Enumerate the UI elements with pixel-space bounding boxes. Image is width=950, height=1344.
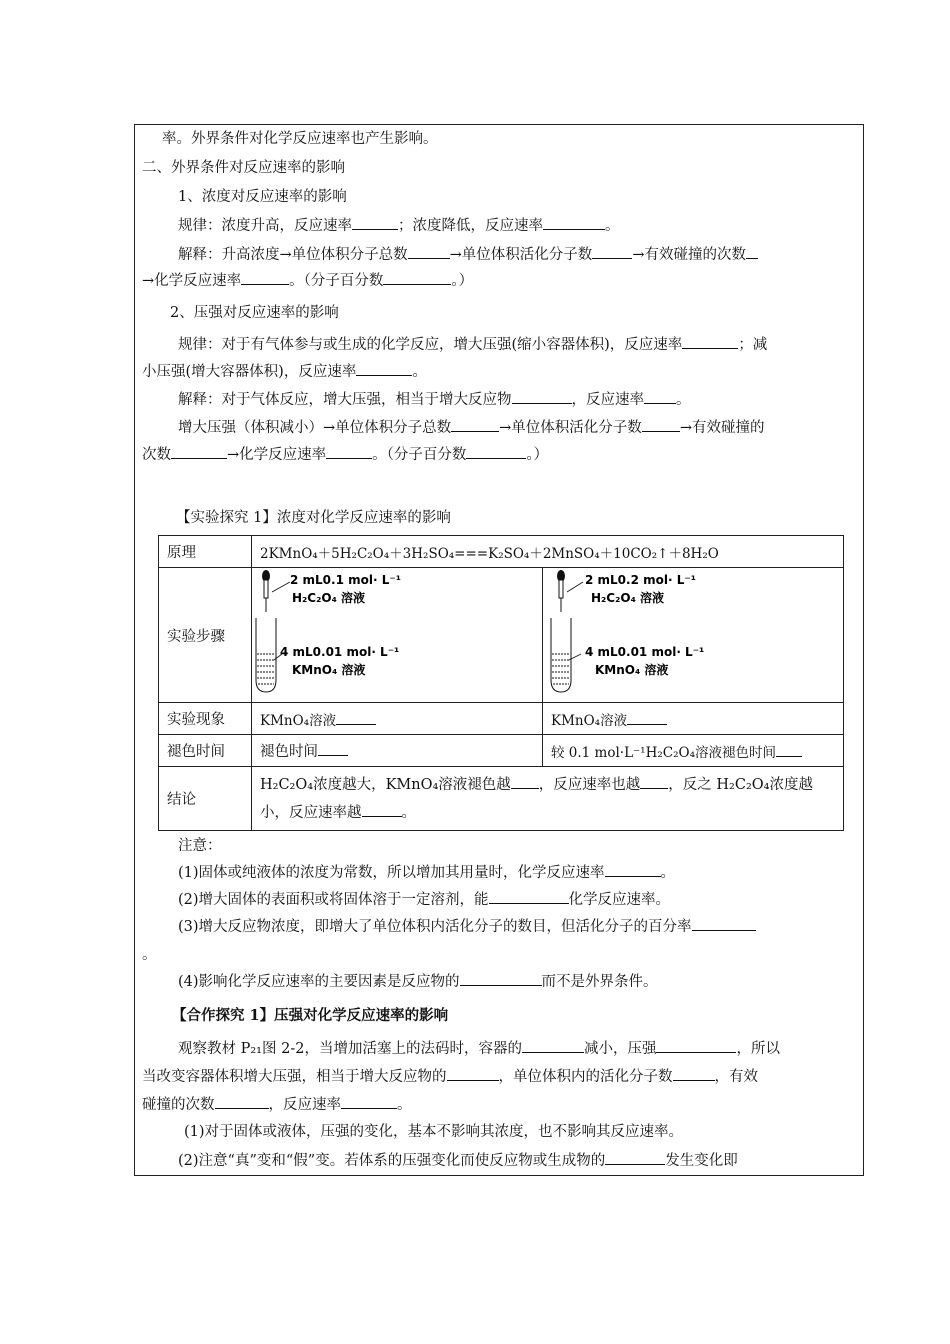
text-line: 观察教材 P₂₁图 2-2，当增加活塞上的法码时，容器的 减小，压强 ，所以: [178, 1038, 780, 1060]
test-tube-diagram-right: [543, 568, 833, 698]
note-item: (2)增大固体的表面积或将固体溶于一定溶剂，能 化学反应速率。: [178, 889, 670, 911]
text-line: (2)注意“真”变和“假”变。若体系的压强变化而使反应物或生成物的 发生变化即: [178, 1150, 738, 1172]
blank[interactable]: [776, 742, 802, 757]
row-label: 实验现象: [159, 703, 252, 735]
cell: KMnO₄溶液: [543, 703, 844, 735]
blank[interactable]: [640, 774, 668, 789]
blank[interactable]: [241, 270, 289, 285]
text-line: 解释：升高浓度→单位体积分子总数 →单位体积活化分子数 →有效碰撞的次数: [178, 244, 758, 266]
blank[interactable]: [522, 1038, 584, 1053]
reagent-label: KMnO₄ 溶液: [292, 663, 366, 677]
blank[interactable]: [466, 444, 526, 459]
table-row: [159, 536, 844, 568]
reagent-label: 4 mL0.01 mol· L⁻¹: [280, 645, 400, 659]
blank[interactable]: [362, 802, 402, 817]
dropper-icon: [262, 570, 270, 612]
text-line: 解释：对于气体反应，增大压强，相当于增大反应物 ，反应速率 。: [178, 389, 691, 411]
note-item: (3)增大反应物浓度，即增大了单位体积内活化分子的数目，但活化分子的百分率: [178, 916, 756, 938]
blank[interactable]: [356, 361, 412, 376]
blank[interactable]: [673, 1066, 715, 1081]
row-label: 原理: [159, 536, 252, 568]
blank[interactable]: [656, 1038, 736, 1053]
row-label: 结论: [159, 767, 252, 831]
blank[interactable]: [318, 741, 348, 756]
blank[interactable]: [447, 1066, 499, 1081]
note-heading: 注意：: [178, 838, 222, 854]
text-line: 次数 →化学反应速率 。（分子百分数 。）: [142, 444, 548, 466]
blank[interactable]: [543, 215, 605, 230]
table-row: [159, 767, 844, 831]
reagent-label: H₂C₂O₄ 溶液: [591, 591, 664, 605]
test-tube-icon: [551, 618, 571, 692]
text-line: →化学反应速率 。（分子百分数 。）: [142, 270, 473, 292]
blank[interactable]: [341, 1094, 397, 1109]
text-line: 小压强(增大容器体积)，反应速率 。: [142, 361, 427, 383]
blank[interactable]: [171, 444, 227, 459]
reagent-label: 2 mL0.2 mol· L⁻¹: [585, 573, 696, 587]
text-line: 规律：浓度升高，反应速率 ；浓度降低，反应速率 。: [178, 215, 620, 237]
blank[interactable]: [489, 889, 569, 904]
reagent-label: 2 mL0.1 mol· L⁻¹: [290, 573, 401, 587]
blank[interactable]: [605, 862, 661, 877]
step-right: [543, 568, 844, 703]
blank[interactable]: [746, 244, 758, 259]
blank[interactable]: [512, 389, 572, 404]
blank[interactable]: [408, 244, 450, 259]
subsection-heading: 1、浓度对反应速率的影响: [178, 189, 347, 205]
note-item: 。: [142, 947, 157, 963]
blank[interactable]: [352, 215, 398, 230]
reagent-label: KMnO₄ 溶液: [595, 663, 669, 677]
text-line: 率。外界条件对化学反应速率也产生影响。: [162, 131, 438, 147]
dropper-icon: [557, 570, 565, 612]
subsection-heading: 2、压强对反应速率的影响: [170, 305, 339, 321]
reagent-label: 4 mL0.01 mol· L⁻¹: [585, 645, 705, 659]
coop-title: 【合作探究 1】压强对化学反应速率的影响: [172, 1007, 449, 1024]
blank[interactable]: [642, 417, 680, 432]
blank[interactable]: [451, 417, 499, 432]
blank[interactable]: [336, 710, 376, 725]
blank[interactable]: [644, 389, 676, 404]
cell: 较 0.1 mol·L⁻¹H₂C₂O₄溶液褪色时间: [543, 735, 844, 767]
blank[interactable]: [605, 1150, 665, 1165]
table-row: [159, 703, 844, 735]
blank[interactable]: [592, 244, 632, 259]
step-left: [252, 568, 543, 703]
blank[interactable]: [682, 334, 738, 349]
text-line: 规律：对于有气体参与或生成的化学反应，增大压强(缩小容器体积)，反应速率 ；减: [178, 334, 767, 356]
text-line: 当改变容器体积增大压强，相当于增大反应物的 ，单位体积内的活化分子数 ，有效: [142, 1066, 758, 1088]
text-line: 碰撞的次数 ，反应速率 。: [142, 1094, 412, 1116]
blank[interactable]: [383, 270, 451, 285]
text-line: 增大压强（体积减小）→单位体积分子总数 →单位体积活化分子数 →有效碰撞的: [178, 417, 764, 439]
row-label: 褪色时间: [159, 735, 252, 767]
blank[interactable]: [215, 1094, 269, 1109]
blank[interactable]: [692, 916, 756, 931]
test-tube-icon: [256, 618, 276, 692]
row-label: 实验步骤: [159, 568, 252, 703]
reagent-label: H₂C₂O₄ 溶液: [292, 591, 365, 605]
cell: 褪色时间: [252, 735, 543, 767]
experiment-table: [158, 535, 844, 831]
reaction-equation: 2KMnO₄＋5H₂C₂O₄＋3H₂SO₄===K₂SO₄＋2MnSO₄＋10CO₂↑＋8H₂O: [252, 536, 844, 568]
note-item: (4)影响化学反应速率的主要因素是反应物的 而不是外界条件。: [178, 971, 658, 993]
section-heading: 二、外界条件对反应速率的影响: [142, 160, 345, 176]
note-item: (1)固体或纯液体的浓度为常数，所以增加其用量时，化学反应速率 。: [178, 862, 675, 884]
table-row: [159, 735, 844, 767]
text-line: (1)对于固体或液体，压强的变化，基本不影响其浓度，也不影响其反应速率。: [184, 1124, 684, 1140]
cell: KMnO₄溶液: [252, 703, 543, 735]
test-tube-diagram-left: [252, 568, 542, 698]
blank[interactable]: [511, 774, 539, 789]
blank[interactable]: [326, 444, 372, 459]
conclusion-cell: H₂C₂O₄浓度越大，KMnO₄溶液褪色越 ，反应速率也越 ，反之 H₂C₂O₄浓度越 小，反应速率越 。: [252, 767, 844, 831]
blank[interactable]: [627, 710, 667, 725]
experiment-title: 【实验探究 1】浓度对化学反应速率的影响: [176, 510, 451, 526]
table-row: [159, 568, 844, 703]
blank[interactable]: [460, 971, 542, 986]
